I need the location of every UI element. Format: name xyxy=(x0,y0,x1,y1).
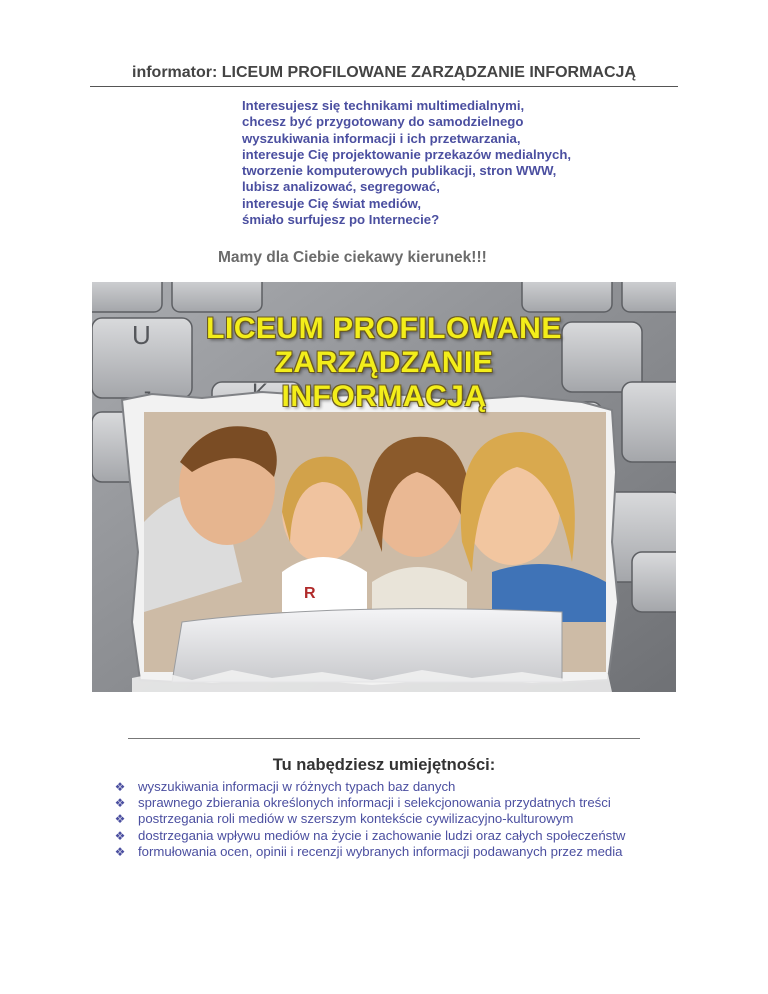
diamond-bullet-icon: ❖ xyxy=(114,796,126,811)
diamond-bullet-icon: ❖ xyxy=(114,828,126,843)
shirt-text: R xyxy=(304,585,316,602)
skill-text: sprawnego zbierania określonych informacji i selekcjonowania przydatnych treści xyxy=(138,795,611,811)
photo-title-line: INFORMACJĄ xyxy=(281,380,487,413)
intro-line: wyszukiwania informacji i ich przetwarzania, xyxy=(242,130,521,146)
intro-line: lubisz analizować, segregować, xyxy=(242,179,440,195)
header-divider xyxy=(90,86,678,87)
photo-title-line: LICEUM PROFILOWANE xyxy=(206,312,562,345)
skill-text: dostrzegania wpływu mediów na życie i zachowanie ludzi oraz całych społeczeństw xyxy=(138,827,626,843)
intro-line: tworzenie komputerowych publikacji, stron WWW, xyxy=(242,163,557,179)
key-letter-u: U xyxy=(132,320,151,350)
skill-text: formułowania ocen, opinii i recenzji wybranych informacji podawanych przez media xyxy=(138,843,623,859)
intro-line: interesuje Cię świat mediów, xyxy=(242,195,422,211)
photo-title-line: ZARZĄDZANIE xyxy=(274,346,494,379)
intro-line: śmiało surfujesz po Internecie? xyxy=(242,212,440,228)
skills-heading: Tu nabędziesz umiejętności: xyxy=(272,756,496,774)
intro-text xyxy=(242,98,682,228)
intro-line: interesuje Cię projektowanie przekazów medialnych, xyxy=(242,146,572,162)
skill-text: wyszukiwania informacji w różnych typach baz danych xyxy=(138,779,456,794)
intro-line: Interesujesz się technikami multimedialnymi, xyxy=(242,98,525,113)
skill-item xyxy=(112,811,672,827)
skill-item xyxy=(112,795,672,811)
skill-item xyxy=(112,844,672,860)
intro-line: chcesz być przygotowany do samodzielnego xyxy=(242,114,524,130)
skill-item xyxy=(112,779,672,795)
promo-photo xyxy=(92,282,676,692)
diamond-bullet-icon: ❖ xyxy=(114,780,126,794)
diamond-bullet-icon: ❖ xyxy=(114,812,126,827)
skills-list xyxy=(112,779,672,860)
photo-title xyxy=(92,312,676,414)
document-header: informator: LICEUM PROFILOWANE ZARZĄDZANIE INFORMACJĄ xyxy=(132,64,636,81)
section-divider xyxy=(128,738,640,739)
tagline: Mamy dla Ciebie ciekawy kierunek!!! xyxy=(218,249,487,266)
diamond-bullet-icon: ❖ xyxy=(114,844,126,859)
skill-text: postrzegania roli mediów w szerszym kontekście cywilizacyjno-kulturowym xyxy=(138,811,574,827)
skill-item xyxy=(112,828,672,844)
